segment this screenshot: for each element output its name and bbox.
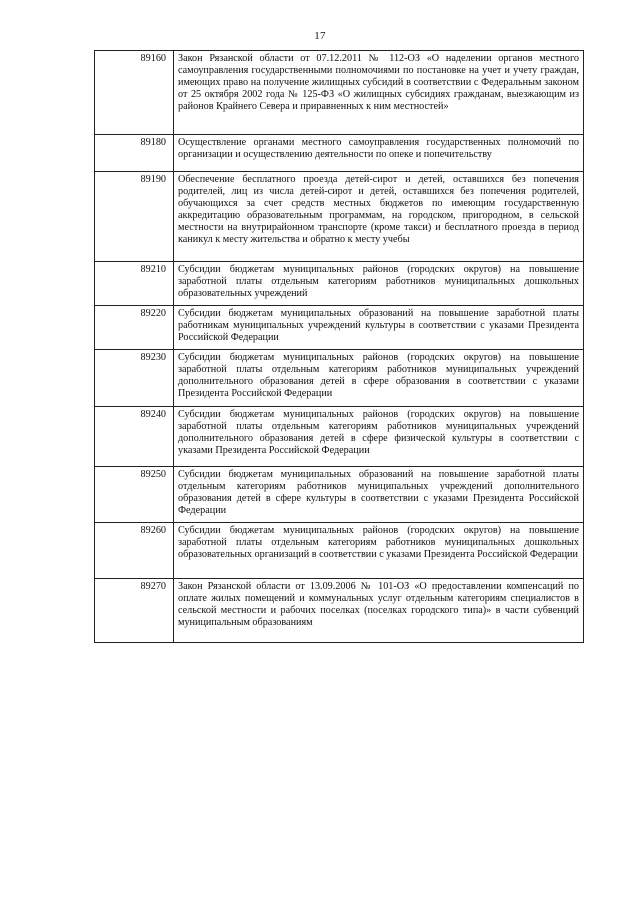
table-row	[95, 579, 584, 643]
code-cell: 89190	[95, 172, 174, 262]
table-row	[95, 407, 584, 467]
description-cell: Субсидии бюджетам муниципальных районов (городских округов) на повышение заработной платы отдельным категориям работников муниципальных учреждений дополнительного образования детей в сфере образования в соответствии с указами Президента Российской Федерации	[174, 350, 584, 407]
description-cell: Субсидии бюджетам муниципальных районов (городских округов) на повышение заработной платы отдельным категориям работников муниципальных дошкольных образовательных организаций в соответствии с указами Президента Российской Федерации	[174, 523, 584, 579]
code-cell: 89160	[95, 51, 174, 135]
code-cell: 89260	[95, 523, 174, 579]
table-row	[95, 51, 584, 135]
budget-codes-table	[94, 50, 584, 643]
description-cell: Субсидии бюджетам муниципальных районов (городских округов) на повышение заработной платы отдельным категориям работников муниципальных дошкольных образовательных учреждений	[174, 262, 584, 306]
table-row	[95, 172, 584, 262]
table-row	[95, 135, 584, 172]
code-cell: 89270	[95, 579, 174, 643]
code-cell: 89240	[95, 407, 174, 467]
table-row	[95, 306, 584, 350]
description-cell: Субсидии бюджетам муниципальных образований на повышение заработной платы отдельным категориям работников муниципальных учреждений дополнительного образования детей в сфере культуры в соответствии с указами Президента Российской Федерации	[174, 467, 584, 523]
code-cell: 89250	[95, 467, 174, 523]
code-cell: 89220	[95, 306, 174, 350]
page-number: 17	[314, 30, 326, 42]
code-cell: 89210	[95, 262, 174, 306]
table-row	[95, 523, 584, 579]
description-cell: Осуществление органами местного самоуправления государственных полномочий по организации и осуществлению деятельности по опеке и попечительству	[174, 135, 584, 172]
description-cell: Субсидии бюджетам муниципальных образований на повышение заработной платы работникам муниципальных учреждений культуры в соответствии с указами Президента Российской Федерации	[174, 306, 584, 350]
description-cell: Обеспечение бесплатного проезда детей-сирот и детей, оставшихся без попечения родителей, лиц из числа детей-сирот и детей, оставшихся без попечения родителей, обучающихся за счет средств местных бюджетов по имеющим государственную аккредитацию образовательным программам, на городском, пригородном, в сельской местности на внутрирайонном транспорте (кроме такси) и бесплатного проезда в период каникул к месту жительства и обратно к месту учебы	[174, 172, 584, 262]
code-cell: 89230	[95, 350, 174, 407]
table-row	[95, 350, 584, 407]
description-cell: Субсидии бюджетам муниципальных районов (городских округов) на повышение заработной платы отдельным категориям работников муниципальных учреждений дополнительного образования детей в сфере физической культуры в соответствии с указами Президента Российской Федерации	[174, 407, 584, 467]
description-cell: Закон Рязанской области от 07.12.2011 № 112-ОЗ «О наделении органов местного самоуправления государственными полномочиями по постановке на учет и учету граждан, имеющих право на получение жилищных субсидий в соответствии с Федеральным законом от 25 октября 2002 года № 125-ФЗ «О жилищных субсидиях гражданам, выезжающим из районов Крайнего Севера и приравненных к ним местностей»	[174, 51, 584, 135]
code-cell: 89180	[95, 135, 174, 172]
table-row	[95, 467, 584, 523]
description-cell: Закон Рязанской области от 13.09.2006 № 101-ОЗ «О предоставлении компенсаций по оплате жилых помещений и коммунальных услуг отдельным категориям специалистов в сельской местности и рабочих поселках (поселках городского типа)» в части субвенций муниципальным образованиям	[174, 579, 584, 643]
table-row	[95, 262, 584, 306]
